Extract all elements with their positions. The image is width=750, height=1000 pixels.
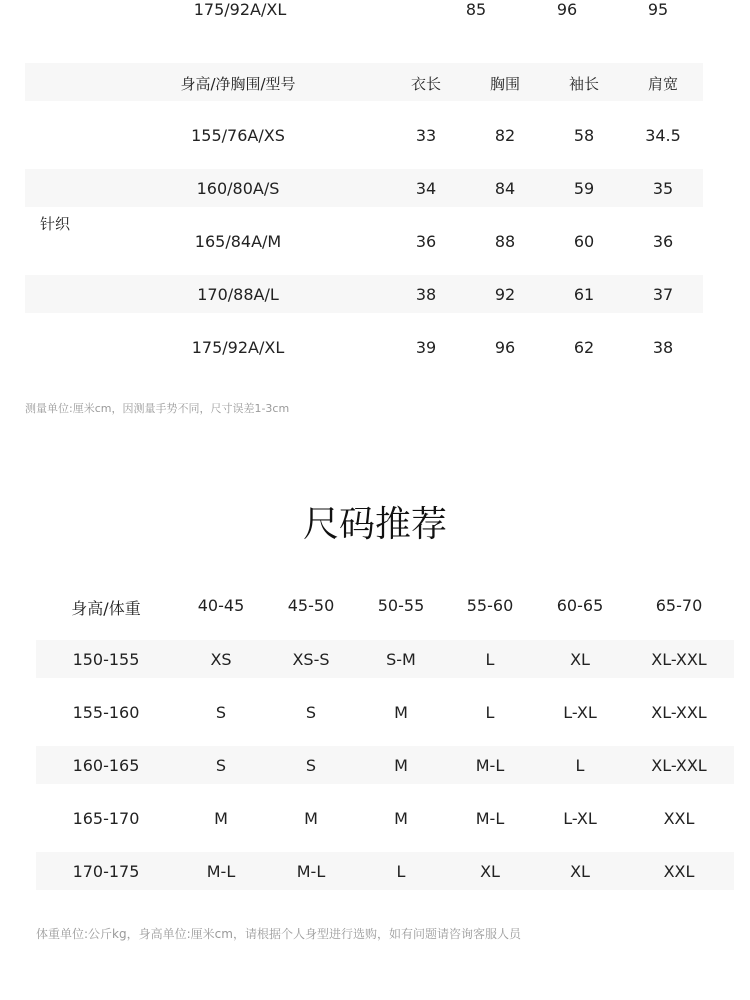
value-cell: 35 (652, 179, 674, 198)
size-cell: XL (570, 862, 590, 881)
header-cell: 身高/体重 (71, 599, 141, 618)
value-cell: 38 (652, 338, 674, 357)
size-cell: L (485, 650, 495, 669)
value-cell: 92 (494, 285, 516, 304)
size-cell: XS-S (292, 650, 330, 669)
size-cell: 155/76A/XS (191, 126, 285, 145)
size-cell: M (394, 756, 408, 775)
header-cell: 65-70 (655, 596, 703, 615)
size-cell: M (214, 809, 228, 828)
size-cell: M (394, 703, 408, 722)
measurement-note: 测量单位:厘米cm，因测量手势不同，尺寸误差1-3cm (25, 402, 290, 415)
header-cell: 肩宽 (647, 75, 678, 93)
value-cell: 39 (415, 338, 437, 357)
value-cell: 34 (415, 179, 437, 198)
value-cell: 58 (573, 126, 595, 145)
size-cell: M-L (296, 862, 326, 881)
size-cell: L (575, 756, 585, 775)
size-cell: L-XL (563, 809, 597, 828)
size-cell: XL-XXL (651, 650, 707, 669)
size-cell: XL (480, 862, 500, 881)
value-cell: 36 (415, 232, 437, 251)
size-cell: M (304, 809, 318, 828)
size-cell: XS (210, 650, 232, 669)
value-cell: 59 (573, 179, 595, 198)
size-cell: L (485, 703, 495, 722)
size-cell: 160/80A/S (196, 179, 280, 198)
value-cell: 61 (573, 285, 595, 304)
size-cell: 175/92A/XL (193, 0, 287, 19)
height-cell: 150-155 (72, 650, 140, 669)
value-cell: 60 (573, 232, 595, 251)
size-cell: S (215, 756, 227, 775)
size-cell: XXL (663, 809, 695, 828)
size-cell: XXL (663, 862, 695, 881)
size-cell: S (305, 703, 317, 722)
size-cell: 170/88A/L (197, 285, 279, 304)
size-cell: M-L (206, 862, 236, 881)
size-cell: S-M (386, 650, 416, 669)
value-cell: 37 (652, 285, 674, 304)
header-cell: 衣长 (410, 75, 441, 93)
header-cell: 55-60 (466, 596, 514, 615)
header-cell: 袖长 (568, 75, 599, 93)
value-cell: 82 (494, 126, 516, 145)
section-title: 尺码推荐 (302, 504, 447, 545)
size-cell: 175/92A/XL (191, 338, 285, 357)
header-cell: 40-45 (197, 596, 245, 615)
value-cell: 95 (647, 0, 669, 19)
value-cell: 34.5 (645, 126, 681, 145)
size-cell: S (215, 703, 227, 722)
header-cell: 身高/净胸围/型号 (180, 75, 296, 93)
height-cell: 155-160 (72, 703, 140, 722)
recommend-note: 体重单位:公斤kg，身高单位:厘米cm，请根据个人身型进行选购，如有问题请咨询客服人员 (36, 927, 521, 941)
size-cell: XL-XXL (651, 756, 707, 775)
size-cell: M (394, 809, 408, 828)
value-cell: 38 (415, 285, 437, 304)
value-cell: 33 (415, 126, 437, 145)
height-cell: 160-165 (72, 756, 140, 775)
value-cell: 88 (494, 232, 516, 251)
category-label: 针织 (40, 215, 71, 233)
size-cell: L (396, 862, 406, 881)
size-cell: S (305, 756, 317, 775)
size-cell: M-L (475, 756, 505, 775)
size-cell: 165/84A/M (194, 232, 282, 251)
value-cell: 36 (652, 232, 674, 251)
height-cell: 165-170 (72, 809, 140, 828)
header-cell: 45-50 (287, 596, 335, 615)
value-cell: 62 (573, 338, 595, 357)
header-cell: 50-55 (377, 596, 425, 615)
size-cell: XL-XXL (651, 703, 707, 722)
size-cell: L-XL (563, 703, 597, 722)
height-cell: 170-175 (72, 862, 140, 881)
value-cell: 96 (494, 338, 516, 357)
value-cell: 85 (465, 0, 487, 19)
header-cell: 60-65 (556, 596, 604, 615)
value-cell: 84 (494, 179, 516, 198)
size-cell: M-L (475, 809, 505, 828)
header-cell: 胸围 (489, 75, 520, 93)
size-cell: XL (570, 650, 590, 669)
value-cell: 96 (556, 0, 578, 19)
